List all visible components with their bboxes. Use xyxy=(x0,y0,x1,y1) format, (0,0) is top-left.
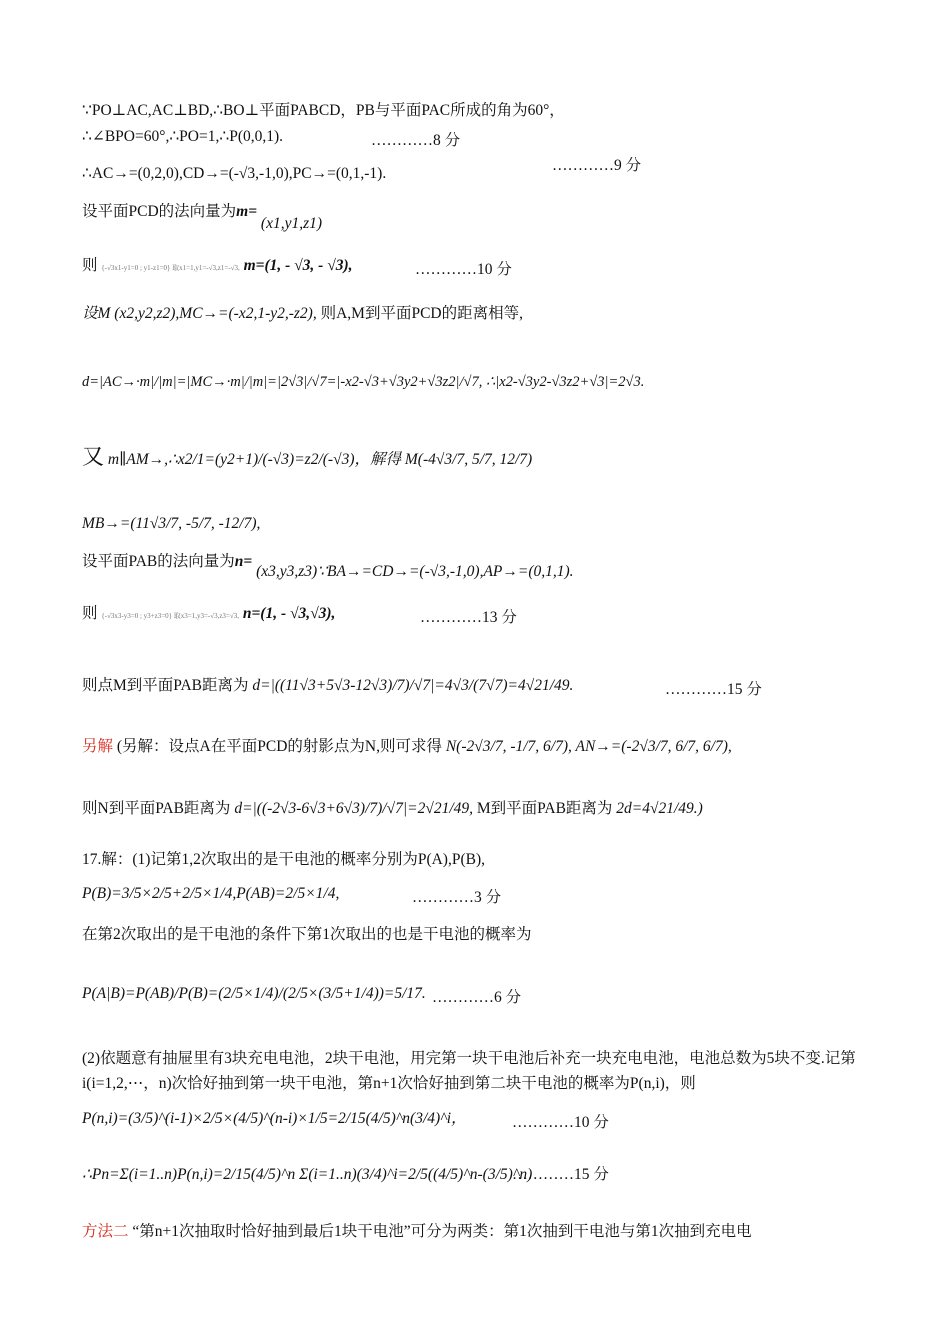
parallel-equation: m∥AM→,∴x2/1=(y2+1)/(-√3)=z2/(-√3)，解得 xyxy=(107,451,402,468)
m-distance-result: 2d=4√21/49.) xyxy=(616,800,703,817)
vector-n-value: n=(1, - √3,√3), xyxy=(242,605,336,622)
line-14 xyxy=(82,800,703,819)
method-two-text: “第n+1次抽取时恰好抽到最后1块干电池”可分为两类：第1次抽到干电池与第1次抽到充电电 xyxy=(132,1223,752,1240)
score-15b: …………15 分 xyxy=(512,1166,609,1183)
score-10a: …………10 分 xyxy=(415,261,512,278)
vector-m-components: (x1,y1,z1) xyxy=(260,215,323,232)
line-10 xyxy=(82,553,574,580)
line-12 xyxy=(82,677,573,696)
equation-system-tiny: {-√3x1-y1=0 ; y1-z1=0} 取x1=1,y1=-√3,z1=-√3, xyxy=(101,264,240,272)
line-9-vector-mb: MB→=(11√3/7, -5/7, -12/7), xyxy=(82,515,261,532)
alternative-label: 另解 xyxy=(82,738,114,755)
n-distance-formula: d=|((-2√3-6√3+6√3)/7)/√7|=2√21/49, xyxy=(234,800,474,817)
distance-formula: d=|((11√3+5√3-12√3)/7)/√7|=4√3/(7√7)=4√21/49. xyxy=(252,677,574,694)
n-distance-intro: 则N到平面PAB距离为 xyxy=(82,800,231,817)
vector-n-label: n= xyxy=(234,553,253,570)
point-m-result: M(-4√3/7, 5/7, 12/7) xyxy=(404,451,533,468)
line-13 xyxy=(82,738,732,757)
line-1: ∵PO⊥AC,AC⊥BD,∴BO⊥平面PABCD，PB与平面PAC所成的角为60°， xyxy=(82,102,565,119)
normal-vector-intro: 设平面PCD的法向量为 xyxy=(82,203,237,220)
point-n-result: N(-2√3/7, -1/7, 6/7), AN→=(-2√3/7, 6/7, 6/7), xyxy=(445,738,732,755)
method-two-label: 方法二 xyxy=(82,1223,129,1240)
score-9: …………9 分 xyxy=(552,157,642,174)
equation-system-tiny-2: {-√3x3-y3=0 ; y3+z3=0} 取x3=1,y3=-√3,z3=√3, xyxy=(101,612,239,620)
also-word: 又 xyxy=(82,444,105,469)
line-3: ∴AC→=(0,2,0),CD→=(-√3,-1,0),PC→=(0,1,-1). xyxy=(82,165,387,182)
equal-distance-text: 则A,M到平面PCD的距离相等, xyxy=(320,305,523,322)
line-11 xyxy=(82,605,335,624)
score-8: …………8 分 xyxy=(371,132,461,149)
distance-intro: 则点M到平面PAB距离为 xyxy=(82,677,249,694)
line-17: 在第2次取出的是干电池的条件下第1次取出的也是干电池的概率为 xyxy=(82,926,532,943)
vector-m-label: m= xyxy=(236,203,258,220)
score-3: …………3 分 xyxy=(412,889,502,906)
line-18: P(A|B)=P(AB)/P(B)=(2/5×1/4)/(2/5×(3/5+1/4))=5/17. xyxy=(82,985,426,1002)
vector-n-components: (x3,y3,z3)∵BA→=CD→=(-√3,-1,0),AP→=(0,1,1). xyxy=(256,563,574,580)
score-15a: …………15 分 xyxy=(665,681,762,698)
line-15: 17.解：(1)记第1,2次取出的是干电池的概率分别为P(A),P(B), xyxy=(82,851,485,868)
line-7-distance-equation: d=|AC→·m|/|m|=|MC→·m|/|m|=|2√3|/√7=|-x2-√3+√3y2+√3z2|/√7, ∴|x2-√3y2-√3z2+√3|=2√3. xyxy=(82,374,645,390)
line-22 xyxy=(82,1223,752,1242)
line-21: ∴Pn=Σ(i=1..n)P(n,i)=2/15(4/5)^n Σ(i=1..n)(3/4)^i=2/5((4/5)^n-(3/5)^n) xyxy=(82,1166,533,1183)
line-8 xyxy=(82,444,532,470)
score-6: …………6 分 xyxy=(432,989,522,1006)
line-2: ∴∠BPO=60°,∴PO=1,∴P(0,0,1). xyxy=(82,128,284,145)
line-19-paragraph: (2)依题意有抽屉里有3块充电电池，2块干电池，用完第一块干电池后补充一块充电电池，电池总数为5块不变.记第i(i=1,2,⋯，n)次恰好抽到第一块干电池，第n+1次恰好抽到第二块干电池的概率为P(n,i)，则 xyxy=(82,1050,856,1092)
alternative-intro: (另解：设点A在平面PCD的射影点为N,则可求得 xyxy=(116,738,442,755)
line-5 xyxy=(82,257,353,276)
score-10b: …………10 分 xyxy=(512,1114,609,1131)
vector-m-value: m=(1, - √3, - √3), xyxy=(243,257,353,274)
line-16: P(B)=3/5×2/5+2/5×1/4,P(AB)=2/5×1/4, xyxy=(82,885,340,902)
point-m-label: 设M xyxy=(82,305,111,322)
line-6 xyxy=(82,305,523,324)
then-word: 则 xyxy=(82,257,98,274)
then-word-2: 则 xyxy=(82,605,98,622)
line-4 xyxy=(82,203,323,232)
line-20: P(n,i)=(3/5)^(i-1)×2/5×(4/5)^(n-i)×1/5=2/15(4/5)^n(3/4)^i， xyxy=(82,1110,467,1127)
score-13: …………13 分 xyxy=(420,609,517,626)
pab-normal-intro: 设平面PAB的法向量为 xyxy=(82,553,235,570)
m-distance-intro: M到平面PAB距离为 xyxy=(476,800,613,817)
point-m-coords: (x2,y2,z2),MC→=(-x2,1-y2,-z2), xyxy=(114,305,317,322)
